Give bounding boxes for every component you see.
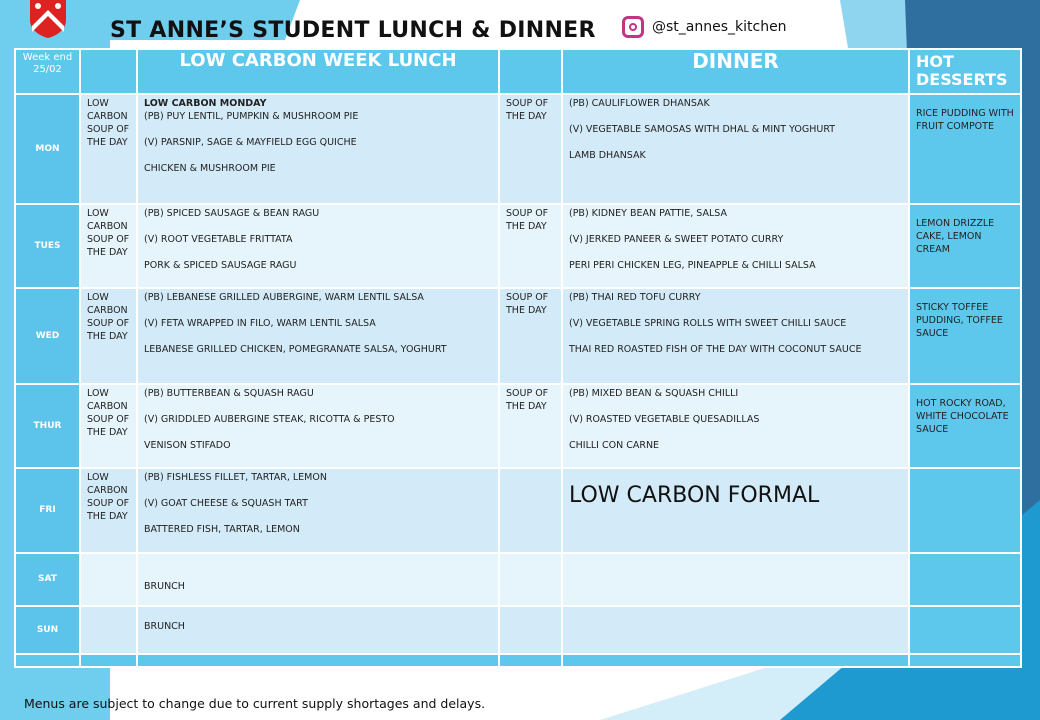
day-label: SUN bbox=[15, 606, 80, 654]
dinner-dishes bbox=[562, 553, 909, 606]
instagram-handle[interactable] bbox=[622, 16, 787, 38]
dinner-dishes bbox=[562, 384, 909, 468]
lunch-dish: (V) PARSNIP, SAGE & MAYFIELD EGG QUICHE bbox=[144, 137, 357, 148]
lunch-dish: (PB) LEBANESE GRILLED AUBERGINE, WARM LENTIL SALSA bbox=[144, 292, 424, 303]
dinner-soup bbox=[499, 553, 562, 606]
lunch-dish: (PB) BUTTERBEAN & SQUASH RAGU bbox=[144, 388, 314, 399]
lunch-dish: CHICKEN & MUSHROOM PIE bbox=[144, 163, 276, 174]
day-label: SAT bbox=[15, 553, 80, 606]
dessert: STICKY TOFFEE PUDDING, TOFFEE SAUCE bbox=[909, 288, 1021, 384]
lunch-dish: (V) GRIDDLED AUBERGINE STEAK, RICOTTA & PESTO bbox=[144, 414, 395, 425]
lunch-dishes bbox=[137, 468, 499, 553]
dessert-heading: HOT DESSERTS bbox=[909, 49, 1021, 94]
lunch-dishes bbox=[137, 94, 499, 204]
instagram-label: @st_annes_kitchen bbox=[652, 19, 787, 35]
dessert bbox=[909, 553, 1021, 606]
dinner-dishes bbox=[562, 204, 909, 288]
menu-table bbox=[14, 48, 1022, 668]
page-title: ST ANNE’S STUDENT LUNCH & DINNER bbox=[110, 18, 596, 43]
dessert bbox=[909, 468, 1021, 553]
dinner-soup bbox=[499, 606, 562, 654]
lunch-dishes bbox=[137, 204, 499, 288]
dinner-dish: CHILLI CON CARNE bbox=[569, 440, 660, 451]
lunch-soup bbox=[80, 553, 137, 606]
lunch-subheading: LOW CARBON MONDAY bbox=[144, 98, 267, 109]
lunch-dish: (V) FETA WRAPPED IN FILO, WARM LENTIL SALSA bbox=[144, 318, 376, 329]
lunch-dishes bbox=[137, 288, 499, 384]
menu-row-wed bbox=[15, 288, 1021, 384]
day-label: MON bbox=[15, 94, 80, 204]
menu-row-thur bbox=[15, 384, 1021, 468]
lunch-soup: LOW CARBON SOUP OF THE DAY bbox=[80, 288, 137, 384]
dinner-soup: SOUP OF THE DAY bbox=[499, 288, 562, 384]
dinner-dishes bbox=[562, 288, 909, 384]
dessert: LEMON DRIZZLE CAKE, LEMON CREAM bbox=[909, 204, 1021, 288]
menu-row-mon bbox=[15, 94, 1021, 204]
dinner-dish: PERI PERI CHICKEN LEG, PINEAPPLE & CHILLI SALSA bbox=[569, 260, 816, 271]
instagram-icon bbox=[622, 16, 644, 38]
lunch-soup: LOW CARBON SOUP OF THE DAY bbox=[80, 204, 137, 288]
dinner-dish: LAMB DHANSAK bbox=[569, 150, 646, 161]
footer-row bbox=[15, 654, 1021, 667]
lunch-dish: (PB) FISHLESS FILLET, TARTAR, LEMON bbox=[144, 472, 327, 483]
dinner-dishes bbox=[562, 94, 909, 204]
dinner-dish: (V) JERKED PANEER & SWEET POTATO CURRY bbox=[569, 234, 784, 245]
lunch-dish: (PB) PUY LENTIL, PUMPKIN & MUSHROOM PIE bbox=[144, 111, 359, 122]
lunch-dish: (V) ROOT VEGETABLE FRITTATA bbox=[144, 234, 293, 245]
menu-row-tues bbox=[15, 204, 1021, 288]
lunch-dish: LEBANESE GRILLED CHICKEN, POMEGRANATE SALSA, YOGHURT bbox=[144, 344, 447, 355]
dinner-dish: (V) VEGETABLE SAMOSAS WITH DHAL & MINT YOGHURT bbox=[569, 124, 836, 135]
lunch-dish: (V) GOAT CHEESE & SQUASH TART bbox=[144, 498, 308, 509]
dinner-dish: (PB) CAULIFLOWER DHANSAK bbox=[569, 98, 710, 109]
dinner-dish: (PB) MIXED BEAN & SQUASH CHILLI bbox=[569, 388, 739, 399]
dinner-dish: (PB) THAI RED TOFU CURRY bbox=[569, 292, 701, 303]
week-label: Week end 25/02 bbox=[15, 49, 80, 94]
lunch-dishes bbox=[137, 553, 499, 606]
header-row bbox=[15, 49, 1021, 94]
lunch-heading: LOW CARBON WEEK LUNCH bbox=[137, 49, 499, 94]
dinner-soup: SOUP OF THE DAY bbox=[499, 384, 562, 468]
lunch-dish: BRUNCH bbox=[144, 621, 185, 632]
lunch-soup bbox=[80, 606, 137, 654]
dinner-dish: (V) VEGETABLE SPRING ROLLS WITH SWEET CHILLI SAUCE bbox=[569, 318, 847, 329]
lunch-soup: LOW CARBON SOUP OF THE DAY bbox=[80, 468, 137, 553]
dinner-dish: THAI RED ROASTED FISH OF THE DAY WITH COCONUT SAUCE bbox=[569, 344, 862, 355]
menu-row-fri bbox=[15, 468, 1021, 553]
lunch-soup: LOW CARBON SOUP OF THE DAY bbox=[80, 384, 137, 468]
dinner-heading: DINNER bbox=[562, 49, 909, 94]
day-label: TUES bbox=[15, 204, 80, 288]
lunch-dishes bbox=[137, 384, 499, 468]
formal-dinner: LOW CARBON FORMAL bbox=[569, 483, 820, 508]
lunch-soup: LOW CARBON SOUP OF THE DAY bbox=[80, 94, 137, 204]
lunch-dish: VENISON STIFADO bbox=[144, 440, 231, 451]
lunch-dish: BATTERED FISH, TARTAR, LEMON bbox=[144, 524, 300, 535]
dessert: RICE PUDDING WITH FRUIT COMPOTE bbox=[909, 94, 1021, 204]
menu-row-sat bbox=[15, 553, 1021, 606]
dinner-soup: SOUP OF THE DAY bbox=[499, 94, 562, 204]
menu-row-sun bbox=[15, 606, 1021, 654]
dinner-dish: (V) ROASTED VEGETABLE QUESADILLAS bbox=[569, 414, 760, 425]
footer-note: Menus are subject to change due to current supply shortages and delays. bbox=[24, 696, 486, 711]
dinner-dish: (PB) KIDNEY BEAN PATTIE, SALSA bbox=[569, 208, 727, 219]
dinner-soup bbox=[499, 468, 562, 553]
dessert: HOT ROCKY ROAD, WHITE CHOCOLATE SAUCE bbox=[909, 384, 1021, 468]
lunch-dishes bbox=[137, 606, 499, 654]
lunch-dish: PORK & SPICED SAUSAGE RAGU bbox=[144, 260, 297, 271]
lunch-dish: (PB) SPICED SAUSAGE & BEAN RAGU bbox=[144, 208, 320, 219]
college-crest-logo bbox=[28, 0, 68, 38]
dessert bbox=[909, 606, 1021, 654]
day-label: WED bbox=[15, 288, 80, 384]
day-label: FRI bbox=[15, 468, 80, 553]
dinner-dishes bbox=[562, 606, 909, 654]
dinner-dishes bbox=[562, 468, 909, 553]
day-label: THUR bbox=[15, 384, 80, 468]
lunch-dish: BRUNCH bbox=[144, 581, 185, 592]
dinner-soup: SOUP OF THE DAY bbox=[499, 204, 562, 288]
